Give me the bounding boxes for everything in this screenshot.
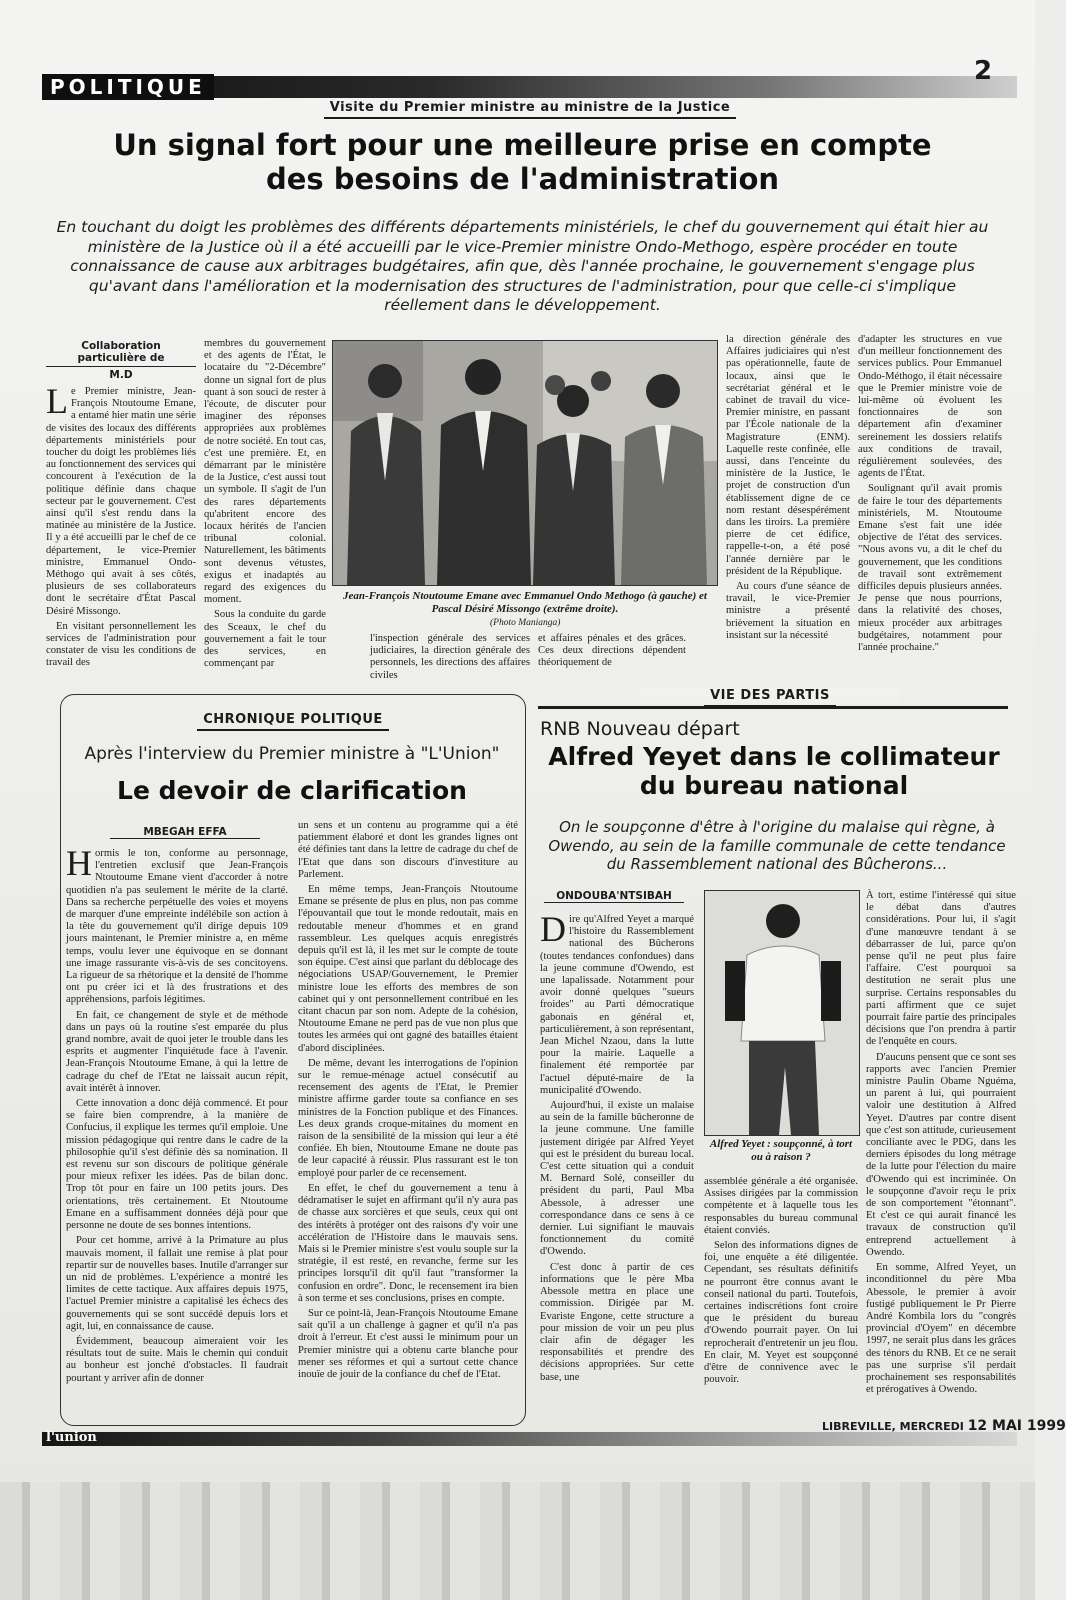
headline-line-1: Un signal fort pour une meilleure prise en compte — [113, 128, 932, 162]
paragraph: un sens et un contenu au programme qui a été patiemment élaboré et dont les grandes lignes ont été définies tant dans la lettre de cadrage du chef de l'Etat que dans son discours d'investiture au Parlement. — [298, 820, 518, 880]
byline-label: Collaboration particulière de — [46, 340, 196, 367]
paragraph: Le Premier ministre, Jean-François Ntoutoume Emane, a entamé hier matin une série de visites des locaux des différents départements ministériels pour toucher du doigt les problèmes liés au fonctionnement des services qui concourent à l'exécution de la politique définie dans chaque secteur par le gouvernement. C'est ainsi qu'il s'est rendu dans la matinée au ministère de la Justice. Il y a été accueilli par le chef de ce département, le vice-Premier ministre, Emmanuel Ondo-Méthogo qui avait à ses côtés, plusieurs de ses collaborateurs dont le secrétaire d'État Pascal Désiré Missongo. — [46, 381, 196, 617]
paragraph: d'adapter les structures en vue d'un meilleur fonctionnement des services publics. Pour Emmanuel Ondo-Méthogo, il était nécessaire que le Premier ministre voie de lui-même où évoluent les fonctionnaires de son département afin d'examiner sereinement les dossiers relatifs aux conditions de travail, régulièrement soulevées, des agents de l'État. — [858, 334, 1002, 480]
top-story-under-photo-col-1 — [370, 633, 530, 689]
paragraph: À tort, estime l'intéressé qui situe le débat dans d'autres considérations. Pour lui, il s'agit d'une manœuvre tendant à se débarrasser de lui, parce qu'on pense qu'il ne peut plus faire l'affaire. C'est pourquoi sa destitution ne serait plus une surprise. Certains responsables du parti affirment que ce sujet pourrait faire partie des principales décisions que l'on prendra à partir de l'enquête en cours. — [866, 890, 1016, 1048]
paragraph: Évidemment, beaucoup aimeraient voir les résultats tout de suite. Mais le chemin qui conduit au bonheur est jonché d'obstacles. Il faudrait pourtant y arriver afin de donner — [66, 1335, 288, 1384]
paragraph: Cette innovation a donc déjà commencé. Et pour se faire bien comprendre, à la manière de Confucius, il explique les termes qu'il emploie. Une mission pédagogique qui rentre dans le cadre de la philosophie qu'il s'est définie dès sa nomination. Il est revenu sur son discours de politique générale pour mieux refixer les idées. Pas de bilan donc. Trop tôt pour en faire un 100 petits jours. Des orientations, très certainement. Et Ntoutoume Emane en a suffisamment données déjà pour que personne ne doute de ses bonnes intentions. — [66, 1098, 288, 1232]
paragraph: Selon des informations dignes de foi, une enquête a été diligentée. Cependant, ses résultats définitifs ne pourront être connus avant le conseil national du parti. Toutefois, certaines indiscrétions font croire que le président du bureau d'Owendo pourrait payer. On lui reprocherait d'entretenir un jeu flou. En clair, M. Yeyet est soupçonné d'être de connivence avec le pouvoir. — [704, 1240, 858, 1386]
paragraph: En somme, Alfred Yeyet, un inconditionnel du père Mba Abessole, le premier à avoir fustigé publiquement le Pr Pierre André Kombila lors du "congrès provincial d'Oyem" en décembre 1997, ne serait plus dans les grâces des ténors du RNB. Et ce ne serait pas une surprise s'il perdait prochainement ses responsabilités et prérogatives à Owendo. — [866, 1262, 1016, 1396]
paragraph: membres du gouvernement et des agents de l'État, le locataire du "2-Décembre" donne un signal fort de plus quant à son souci de rester à l'écoute, de discuter pour imaginer des réponses appropriées aux problèmes de notre société. En tout cas, c'est une première. Et, en démarrant par le ministère de la Justice, c'est aussi tout un symbole. Il s'agit de l'un des rares départements qu'abritent encore des locaux hérités de l'ancien tribunal colonial. Naturellement, les bâtiments sont devenus vétustes, exigus et inadaptés au regard des exigences du moment. — [204, 338, 326, 606]
chronique-kicker-text: CHRONIQUE POLITIQUE — [197, 712, 389, 731]
paragraph: Dire qu'Alfred Yeyet a marqué l'histoire du Rassemblement national des Bûcherons (toutes tendances confondues) dans la jeune commune d'Owendo, est une lapalissade. Notamment pour avoir donné quelques "sueurs froides" au Parti démocratique gabonais en général et, particulièrement, à son représentant, Jean Michel Nzaou, dans la lutte pour la mairie. Laquelle a finalement été remportée par l'actuel député-maire de la municipalité d'Owendo. — [540, 909, 694, 1096]
footer-place: LIBREVILLE, MERCREDI — [822, 1420, 964, 1433]
paragraph: Sur ce point-là, Jean-François Ntoutoume Emane sait qu'il a un challenge à gagner et qu'il n'a pas droit à l'erreur. Et c'est aussi le minimum pour un Premier ministre qui a obtenu carte blanche pour mener ses réformes et qui a surtout cette chance inouïe de jouir de la confiance du chef de l'Etat. — [298, 1307, 518, 1380]
top-story-column-4 — [858, 334, 1002, 690]
paragraph: la direction générale des Affaires judiciaires qui n'est pas opérationnelle, faute de locaux, ainsi que le secrétariat général et le cabinet de travail du vice-Premier ministre, en passant par l'École nationale de la Magistrature (ENM). Laquelle reste confinée, elle aussi, dans l'enceinte du ministère de la Justice, le projet de construction d'un établissement digne de ce nom restant désespérément dans les tiroirs. La première pierre de cet édifice, rappelle-t-on, a été posé l'année dernière par le président de la République. — [726, 334, 850, 577]
paragraph: D'aucuns pensent que ce sont ses rapports avec l'ancien Premier ministre Paulin Obame Nguéma, un parent à lui, qui pourraient valoir une destitution à Alfred Yeyet. D'autres par contre disent que c'est son attitude, curieusement conciliante avec le PDG, dans les derniers épisodes du long métrage de la lutte pour l'élection du maire d'Owendo qui est incriminée. On le soupçonne d'avoir reçu le prix de son comportement "étonnant". Et c'est ce qui aurait financé les travaux de construction qu'il entreprend actuellement à Owendo. — [866, 1051, 1016, 1258]
rnb-headline — [536, 742, 1012, 800]
vie-des-partis-kicker-text: VIE DES PARTIS — [704, 688, 836, 707]
photo-credit: (Photo Manianga) — [490, 618, 561, 628]
rnb-column-3 — [866, 890, 1016, 1420]
paragraph: Aujourd'hui, il existe un malaise au sein de la famille bûcheronne de la jeune commune. Une famille justement dirigée par Alfred Yeyet qui est le président du bureau local. C'est cette situation qui a conduit M. Bernard Solé, conseiller du président du parti, Paul Mba Abessole, à adresser une correspondance dans ce sens à ce dernier. Lui signifiant le mauvais fonctionnement du comité d'Owendo. — [540, 1100, 694, 1258]
page-bottom-scan-shadow — [0, 1482, 1035, 1600]
rnb-column-2 — [704, 1176, 858, 1420]
chronique-column-1 — [66, 843, 288, 1414]
top-story-deck: En touchant du doigt les problèmes des différents départements ministériels, le chef du gouvernement qui était hier au ministère de la Justice où il a été accueilli par le vice-Premier ministre Ondo-Methogo, espère procéder en toute connaissance de cause aux arbitrages budgétaires, afin que, dès l'année prochaine, le gouvernement s'engage plus qu'avant dans l'amélioration et la modernisation des structures de l'administration, pour que celle-ci s'implique réellement dans le développement. — [56, 218, 989, 314]
paragraph: Pour cet homme, arrivé à la Primature au plus mauvais moment, il fallait une remise à plat pour repartir sur de nouvelles bases. Inutile d'arranger sur un nid de problèmes. L'expérience a montré les limites de cette tactique. Aux affaires depuis 1975, l'actuel Premier ministre a capitalisé les échecs des gouvernements qui se sont succédé depuis lors et agit, lui, en connaissance de cause. — [66, 1235, 288, 1332]
headline-line-2: des besoins de l'administration — [265, 162, 780, 196]
top-story-photo — [332, 340, 718, 586]
rnb-byline: ONDOUBA'NTSIBAH — [544, 890, 684, 903]
paragraph: En visitant personnellement les services de l'administration pour constater de visu les conditions de travail des — [46, 620, 196, 669]
page-number: 2 — [974, 56, 993, 86]
headline-line-1: Alfred Yeyet dans le collimateur — [548, 742, 1000, 771]
photo-man-illustration — [705, 891, 859, 1135]
top-story-column-1 — [46, 381, 196, 688]
byline-name: M.D — [109, 369, 133, 381]
chronique-headline: Le devoir de clarification — [117, 776, 467, 805]
paragraph: En même temps, Jean-François Ntoutoume Emane se présente de plus en plus, non pas comme l'épouvantail que tout le monde redoutait, mais en redoutable meneur d'hommes et en grand rassembleur. Les quelques acquis enregistrés depuis qu'il est là, il les met sur le compte de toute son équipe. C'est ainsi que parlant du déblocage des négociations USAP/Gouvernement, le Premier ministre loue les efforts des membres de son cabinet qui y ont personnellement contribué en les citant chacun par son nom. Adepte de la cohésion, Ntoutoume Emane ne perd pas de vue non plus que toutes les armées qui ont gagné des batailles étaient d'abord disciplinées. — [298, 884, 518, 1054]
top-story-kicker — [250, 100, 810, 115]
chronique-kicker — [120, 712, 466, 727]
chronique-column-2 — [298, 820, 518, 1414]
vie-des-partis-kicker — [640, 688, 900, 703]
chronique-byline: MBEGAH EFFA — [110, 826, 260, 839]
top-story-column-2 — [204, 338, 326, 688]
rnb-overline: RNB Nouveau départ — [540, 718, 740, 740]
chronique-overline: Après l'interview du Premier ministre à "L'Union" — [84, 744, 500, 764]
paragraph: De même, devant les interrogations de l'opinion sur le remue-ménage actuel consécutif au recensement des agents de l'Etat, le Premier ministre affirme garder toute sa confiance en ses ministres de la Fonction publique et des Finances. Les deux grands croque-mitaines du moment en raison de la sensibilité de la mission qui leur a été confiée. Eh bien, Ntoutoume Emane ne doute pas de leur capacité à réussir. Plus rassurant est le ton employé pour parler de ce recensement. — [298, 1057, 518, 1179]
yeyet-photo — [704, 890, 860, 1136]
top-story-kicker-text: Visite du Premier ministre au ministre de la Justice — [324, 100, 736, 119]
headline-line-2: du bureau national — [639, 771, 909, 800]
paragraph: et affaires pénales et des grâces. Ces deux directions dépendent théoriquement de — [538, 633, 686, 669]
footer-date: 12 MAI 1999 — [967, 1418, 1066, 1434]
top-story-under-photo-col-2 — [538, 633, 686, 689]
footer-dateline — [822, 1418, 1066, 1434]
yeyet-photo-caption: Alfred Yeyet : soupçonné, à tort ou à raison ? — [709, 1138, 853, 1163]
paragraph: En effet, le chef du gouvernement a tenu à dédramatiser le sujet en affirmant qu'il n'y aura pas de chasse aux sorcières et que seuls, ceux qui ont des intérêts à protéger ont des raisons d'y voir une accélération de l'Histoire dans le mauvais sens. Mais si le Premier ministre s'est voulu souple sur la stratégie, il est resté, en revanche, ferme sur les principes lorsqu'il dit qu'il faut "transformer la confusion en ordre". Donc, le recensement ira bien à son terme et ses conclusions, prises en compte. — [298, 1182, 518, 1304]
paragraph: En fait, ce changement de style et de méthode dans un pays où la routine s'est emparée du plus grand nombre, avait de quoi jeter le trouble dans les esprits et augmenter l'inquiétude face à l'avenir. Jean-François Ntoutoume Emane, à qui la lettre de cadrage du chef de l'Etat ne laissait aucun répit, avait intérêt à innover. — [66, 1009, 288, 1094]
top-story-column-3 — [726, 334, 850, 690]
paragraph: assemblée générale a été organisée. Assises dirigées par la commission compétente et à laquelle tous les responsables du bureau communal étaient conviés. — [704, 1176, 858, 1236]
paragraph: Au cours d'une séance de travail, le vice-Premier ministre a présenté brièvement la situation en insistant sur la nécessité — [726, 581, 850, 641]
paragraph: l'inspection générale des services judiciaires, la direction générale des personnels, les directions des affaires civiles — [370, 633, 530, 681]
rnb-deck: On le soupçonne d'être à l'origine du malaise qui règne, à Owendo, au sein de la famille communale de cette tendance du Rassemblement national des Bûcherons... — [548, 818, 1006, 873]
paragraph: Soulignant qu'il avait promis de faire le tour des départements ministériels, M. Ntoutoume Emane s'est fait une idée objective de l'état des services. "Nous avons vu, a dit le chef du gouvernement, que les conditions de travail sont extrêmement difficiles depuis plusieurs années. Je pense que nous pourrions, dans la relativité des choses, mieux procéder aux arbitrages budgétaires, notamment pour l'année prochaine." — [858, 483, 1002, 654]
footer-logo: l'union — [46, 1430, 97, 1445]
section-title: POLITIQUE — [42, 74, 214, 100]
paragraph: C'est donc à partir de ces informations que le père Mba Abessole mettra en place une commission. Dirigée par M. Evariste Engone, cette structure a pour mission de voir un peu plus clair afin de dégager les responsabilités et prendre des décisions appropriées. Sur cette base, une — [540, 1261, 694, 1383]
paragraph: Sous la conduite du garde des Sceaux, le chef du gouvernement a fait le tour des services, en commençant par — [204, 609, 326, 670]
photo-officials-illustration — [333, 341, 717, 585]
footer-bar — [42, 1432, 1017, 1446]
top-story-headline — [70, 128, 975, 196]
top-story-byline — [46, 340, 196, 381]
top-story-photo-caption: Jean-François Ntoutoume Emane avec Emmanuel Ondo Methogo (à gauche) et Pascal Désiré Missongo (extrême droite). — [343, 590, 707, 615]
paragraph: Hormis le ton, conforme au personnage, l'entretien exclusif que Jean-François Ntoutoume Emane vient d'accorder à notre quotidien n'a pas seulement le mérite de la clarté. Dans sa recherche perpétuelle des voies et moyens de marquer d'une empreinte indélébile son action à la tête du gouvernement qu'il dirige depuis 109 jours maintenant, le Premier ministre a, en même temps, voulu lever une équivoque en se donnant une image rassurante vis-à-vis de ses concitoyens. La rigueur de sa rhétorique et la densité de l'homme ont pu créer ici et là des frustrations et des appréhensions, parfois légitimes. — [66, 843, 288, 1006]
rnb-column-1 — [540, 909, 694, 1418]
